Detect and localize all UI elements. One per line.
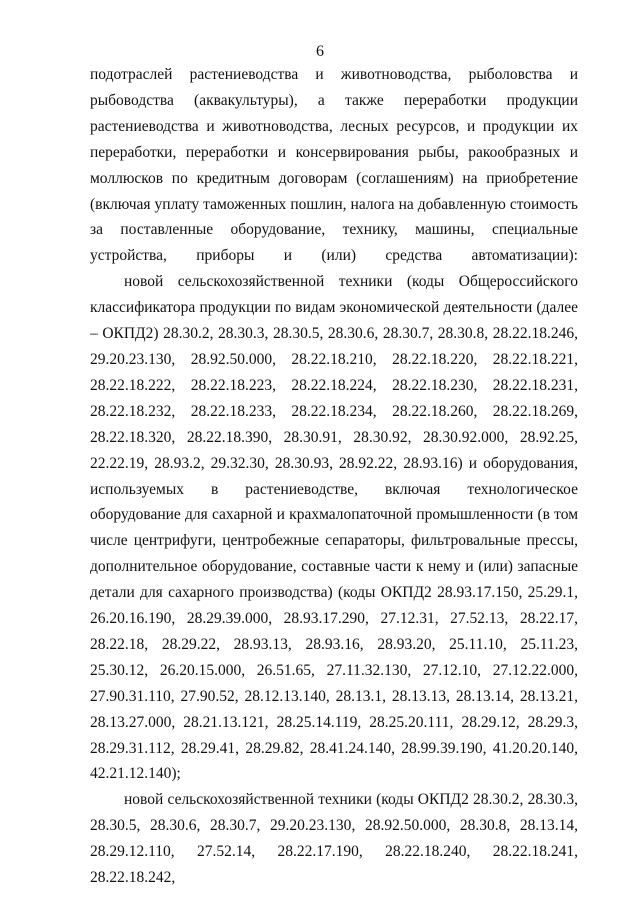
- document-body: [90, 62, 578, 891]
- paragraph-equipment-list: новой сельскохозяйственной техники (коды Общероссийского классификатора продукции по видам экономической деятельности (далее – ОКПД2) 28.30.2, 28.30.3, 28.30.5, 28.30.6, 28.30.7, 28.30.8, 28.22.18.246, 29.20.23.130, 28.92.50.000, 28.22.18.210, 28.22.18.220, 28.22.18.221, 28.22.18.222, 28.22.18.223, 28.22.18.224, 28.22.18.230, 28.22.18.231, 28.22.18.232, 28.22.18.233, 28.22.18.234, 28.22.18.260, 28.22.18.269, 28.22.18.320, 28.22.18.390, 28.30.91, 28.30.92, 28.30.92.000, 28.92.25, 22.22.19, 28.93.2, 29.32.30, 28.30.93, 28.92.22, 28.93.16) и оборудования, используемых в растениеводстве, включая технологическое оборудование для сахарной и крахмалопаточной промышленности (в том числе центрифуги, центробежные сепараторы, фильтровальные прессы, дополнительное оборудование, составные части к нему и (или) запасные детали для сахарного производства) (коды ОКПД2 28.93.17.150, 25.29.1, 26.20.16.190, 28.29.39.000, 28.93.17.290, 27.12.31, 27.52.13, 28.22.17, 28.22.18, 28.29.22, 28.93.13, 28.93.16, 28.93.20, 25.11.10, 25.11.23, 25.30.12, 26.20.15.000, 26.51.65, 27.11.32.130, 27.12.10, 27.12.22.000, 27.90.31.110, 27.90.52, 28.12.13.140, 28.13.1, 28.13.13, 28.13.14, 28.13.21, 28.13.27.000, 28.21.13.121, 28.25.14.119, 28.25.20.111, 28.29.12, 28.29.3, 28.29.31.112, 28.29.41, 28.29.82, 28.41.24.140, 28.99.39.190, 41.20.20.140, 42.21.12.140);: [90, 273, 578, 783]
- page-number: 6: [316, 43, 324, 60]
- paragraph-intro: подотраслей растениеводства и животноводства, рыболовства и рыбоводства (аквакультуры), а также переработки продукции растениеводства и животноводства, лесных ресурсов, и продукции их переработки, переработки и консервирования рыбы, ракообразных и моллюсков по кредитным договорам (соглашениям) на приобретение (включая уплату таможенных пошлин, налога на добавленную стоимость за поставленные оборудование, технику, машины, специальные устройства, приборы и (или) средства автоматизации):: [90, 66, 578, 265]
- paragraph-machinery-list: новой сельскохозяйственной техники (коды ОКПД2 28.30.2, 28.30.3, 28.30.5, 28.30.6, 28.30.7, 29.20.23.130, 28.92.50.000, 28.30.8, 28.13.14, 28.29.12.110, 27.52.14, 28.22.17.190, 28.22.18.240, 28.22.18.241, 28.22.18.242,: [90, 791, 578, 887]
